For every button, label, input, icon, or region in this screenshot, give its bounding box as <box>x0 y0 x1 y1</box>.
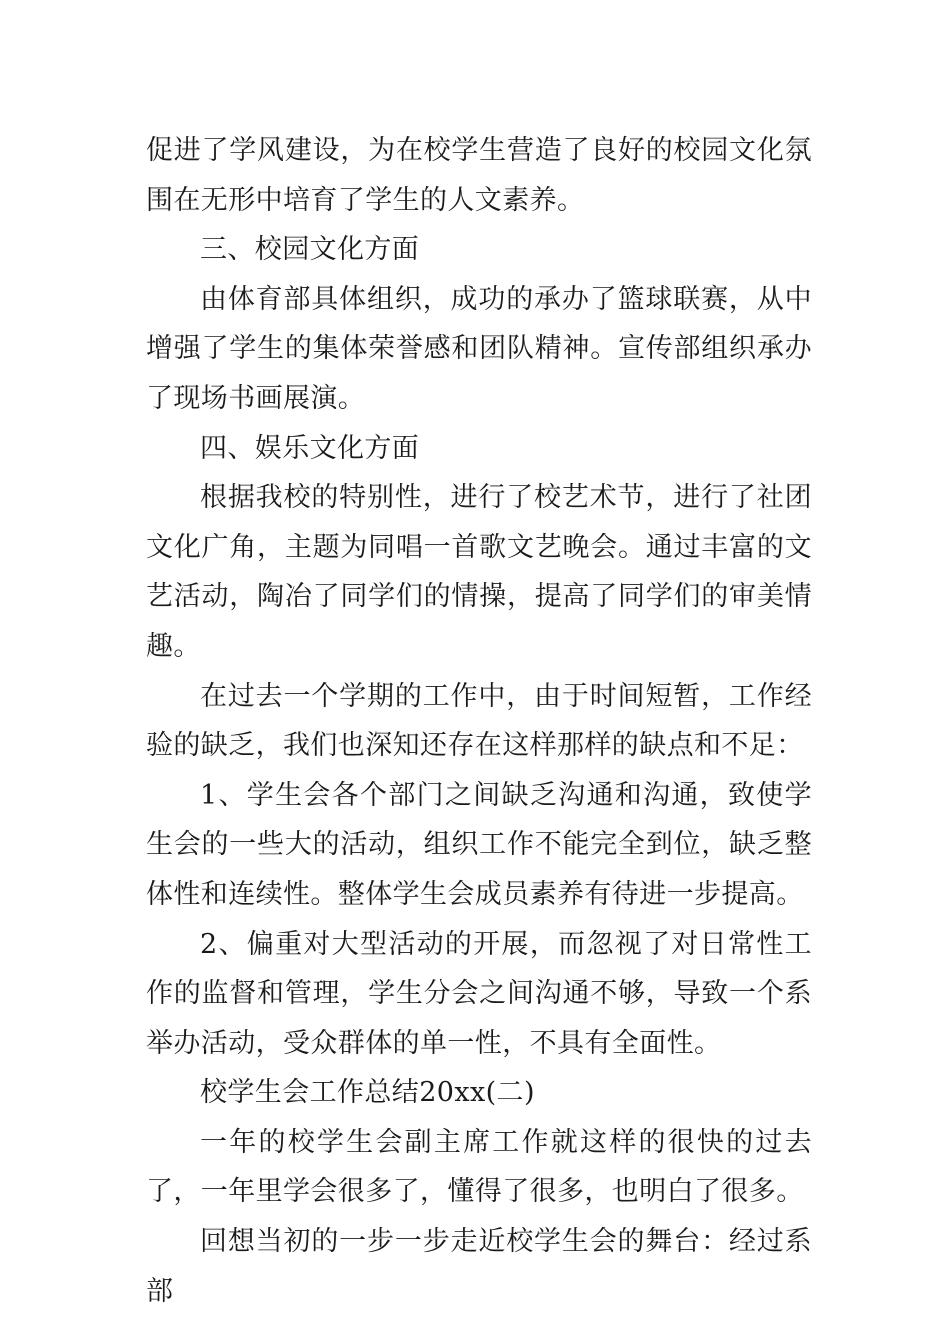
document-body <box>146 126 812 1316</box>
paragraph-basketball-league: 由体育部具体组织，成功的承办了篮球联赛，从中增强了学生的集体荣誉感和团队精神。宣传部组织承办了现场书画展演。 <box>146 283 812 414</box>
paragraph-school-culture-summary: 促进了学风建设，为在校学生营造了良好的校园文化氛围在无形中培育了学生的人文素养。 <box>146 135 812 216</box>
paragraph-shortcoming-2: 2、偏重对大型活动的开展，而忽视了对日常性工作的监督和管理，学生分会之间沟通不够，导致一个系举办活动，受众群体的单一性，不具有全面性。 <box>146 928 812 1059</box>
paragraph-recollection: 回想当初的一步一步走近校学生会的舞台：经过系部 <box>146 1226 812 1307</box>
section-heading-campus-culture: 三、校园文化方面 <box>200 234 420 266</box>
paragraph-shortcomings-intro: 在过去一个学期的工作中，由于时间短暂，工作经验的缺乏，我们也深知还存在这样那样的缺点和不足： <box>146 680 812 762</box>
section-heading-entertainment-culture: 四、娱乐文化方面 <box>200 432 420 464</box>
paragraph-vice-chair-year: 一年的校学生会副主席工作就这样的很快的过去了，一年里学会很多了，懂得了很多，也明白了很多。 <box>146 1126 812 1208</box>
paragraph-shortcoming-1: 1、学生会各个部门之间缺乏沟通和沟通，致使学生会的一些大的活动，组织工作不能完全到位，缺乏整体性和连续性。整体学生会成员素养有待进一步提高。 <box>146 779 812 910</box>
paragraph-art-festival: 根据我校的特别性，进行了校艺术节，进行了社团文化广角，主题为同唱一首歌文艺晚会。通过丰富的文艺活动，陶冶了同学们的情操，提高了同学们的审美情趣。 <box>146 482 812 662</box>
section-heading-work-summary-2: 校学生会工作总结20xx(二) <box>200 1077 535 1109</box>
